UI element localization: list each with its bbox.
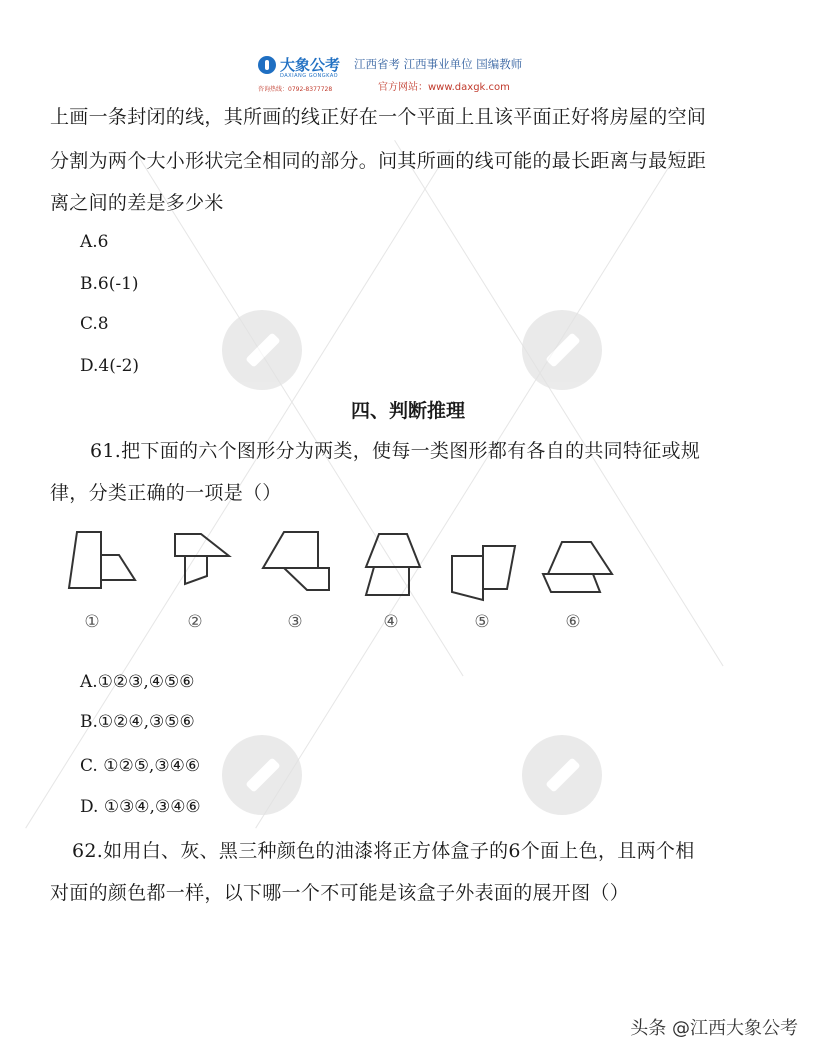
figure-2 bbox=[175, 534, 229, 584]
brand-name: 大象公考 bbox=[280, 56, 341, 74]
watermark-line bbox=[255, 149, 680, 828]
watermark-logo bbox=[222, 735, 302, 815]
brand-tagline: 江西省考 江西事业单位 国编教师 bbox=[354, 57, 523, 71]
brand-logo-icon bbox=[258, 56, 276, 74]
website: 官方网站：www.daxgk.com bbox=[378, 82, 510, 93]
q61-figures bbox=[55, 520, 655, 640]
watermark-logo bbox=[522, 735, 602, 815]
q60-line: 分割为两个大小形状完全相同的部分。问其所画的线可能的最长距离与最短距 bbox=[50, 150, 707, 172]
footer-attribution: 头条 @江西大象公考 bbox=[630, 1018, 798, 1039]
q60-option-d: D.4(-2) bbox=[80, 356, 140, 376]
watermark-logo bbox=[222, 310, 302, 390]
figure-5 bbox=[452, 546, 515, 600]
q61-option-d: D. ①③④,③④⑥ bbox=[80, 797, 201, 817]
q61-option-b: B.①②④,③⑤⑥ bbox=[80, 712, 195, 732]
q60-option-c: C.8 bbox=[80, 314, 109, 334]
q60-line: 离之间的差是多少米 bbox=[50, 192, 224, 214]
svg-text:④: ④ bbox=[383, 612, 399, 632]
q62-line: 对面的颜色都一样，以下哪一个不可能是该盒子外表面的展开图（） bbox=[50, 882, 630, 904]
figure-4 bbox=[366, 534, 420, 595]
figure-3 bbox=[263, 532, 329, 590]
q61-option-a: A.①②③,④⑤⑥ bbox=[80, 672, 195, 692]
q61-line: 律，分类正确的一项是（） bbox=[50, 482, 282, 504]
figure-labels bbox=[84, 612, 580, 632]
svg-text:③: ③ bbox=[287, 612, 303, 632]
q60-option-a: A.6 bbox=[80, 232, 109, 252]
svg-text:①: ① bbox=[84, 612, 100, 632]
brand-subtitle: DAXIANG GONGKAO bbox=[280, 73, 339, 79]
section-title: 四、判断推理 bbox=[350, 400, 465, 422]
svg-text:⑥: ⑥ bbox=[565, 612, 581, 632]
page-header bbox=[258, 54, 568, 98]
svg-text:②: ② bbox=[187, 612, 203, 632]
q62-line: 62.如用白、灰、黑三种颜色的油漆将正方体盒子的6个面上色，且两个相 bbox=[72, 840, 695, 862]
q60-option-b: B.6(-1) bbox=[80, 274, 139, 294]
hotline: 咨询热线：0792-8377728 bbox=[258, 86, 333, 93]
figure-6 bbox=[543, 542, 612, 592]
watermark-logo bbox=[522, 310, 602, 390]
svg-text:⑤: ⑤ bbox=[474, 612, 490, 632]
figure-1 bbox=[69, 532, 135, 588]
q61-option-c: C. ①②⑤,③④⑥ bbox=[80, 756, 201, 776]
q60-line: 上画一条封闭的线，其所画的线正好在一个平面上且该平面正好将房屋的空间 bbox=[50, 106, 707, 128]
q61-line: 61.把下面的六个图形分为两类，使每一类图形都有各自的共同特征或规 bbox=[90, 440, 701, 462]
